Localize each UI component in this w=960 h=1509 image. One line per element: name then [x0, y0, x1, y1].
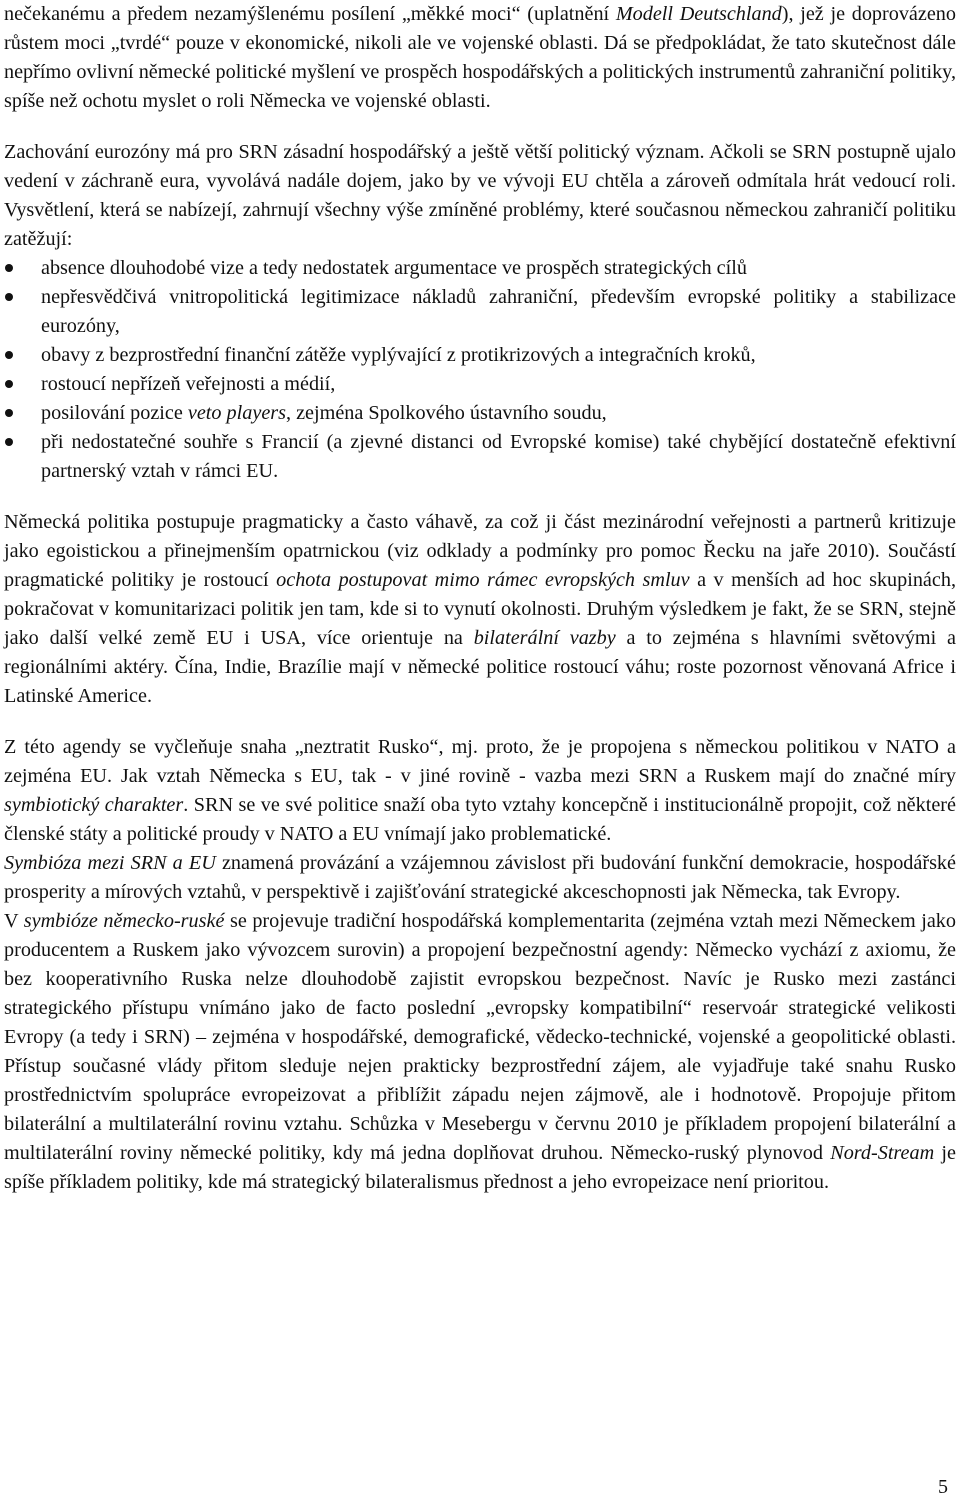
paragraph-eurozone: Zachování eurozóny má pro SRN zásadní hospodářský a ještě větší politický význam. Ačkoli se SRN postupně ujalo vedení v záchraně eura, vyvolává nadále dojem, jako by ve vývoji EU chtěla a zároveň odmítala hrát vedoucí roli. Vysvětlení, která se nabízejí, zahrnují všechny výše zmíněné problémy, které současnou německou zahraničí politiku zatěžují: [4, 141, 956, 250]
bullet-icon [5, 264, 13, 272]
list-item: obavy z bezprostřední finanční zátěže vyplývající z protikrizových a integračních kroků, [4, 341, 956, 370]
list-item: rostoucí nepřízeň veřejnosti a médií, [4, 370, 956, 399]
list-item: při nedostatečné souhře s Francií (a zjevné distanci od Evropské komise) také chybějící dostatečně efektivní partnerský vztah v rámci EU. [4, 428, 956, 486]
paragraph-soft-power: nečekanému a předem nezamýšlenému posílení „měkké moci“ (uplatnění Modell Deutschland), jež je doprovázeno růstem moci „tvrdé“ pouze v ekonomické, nikoli ale ve vojenské oblasti. Dá se předpokládat, že tato skutečnost dále nepřímo ovlivní německé politické myšlení ve prospěch hospodářských a politických instrumentů zahraniční politiky, spíše než ochotu myslet o roli Německa ve vojenské oblasti. [4, 3, 956, 112]
list-item: posilování pozice veto players, zejména Spolkového ústavního soudu, [4, 399, 956, 428]
bullet-icon [5, 409, 13, 417]
bullet-icon [5, 351, 13, 359]
paragraph-russia-agenda: Z této agendy se vyčleňuje snaha „neztratit Rusko“, mj. proto, že je propojena s německou politikou v NATO a zejména EU. Jak vztah Německa s EU, tak - v jiné rovině - vazba mezi SRN a Ruskem mají do značné míry symbiotický charakter. SRN se ve své politice snaží oba tyto vztahy koncepčně i institucionálně propojit, což některé členské státy a politické proudy v NATO a EU vnímají jako problematické. [4, 736, 956, 845]
italic-term-modell-deutschland: Modell Deutschland [615, 3, 782, 25]
list-item: absence dlouhodobé vize a tedy nedostatek argumentace ve prospěch strategických cílů [4, 254, 956, 283]
list-item: nepřesvědčivá vnitropolitická legitimizace nákladů zahraniční, především evropské politiky a stabilizace eurozóny, [4, 283, 956, 341]
paragraph-symbiosis-russia: V symbióze německo-ruské se projevuje tradiční hospodářská komplementarita (zejména vztah mezi Německem jako producentem a Ruskem jako vývozcem surovin) a propojení bezpečnostní agendy: Německo vychází z axiomu, že bez kooperativního Ruska nelze dlouhodobě zajistit evropskou bezpečnost. Navíc je Rusko mezi zastánci strategického přístupu vnímáno jako de facto poslední „evropsky kompatibilní“ reservoár strategické velikosti Evropy (a tedy i SRN) – zejména v hospodářské, demografické, vědecko-technické, vojenské a geopolitické oblasti. Přístup současné vlády přitom sleduje nejen prakticky bezprostřední zájem, ale vyjadřuje také snahu Rusko prostřednictvím spolupráce evropeizovat a přiblížit západu nejen zájmově, ale i hodnotově. Propojuje přitom bilaterální a multilaterální rovinu vztahu. Schůzka v Mesebergu v červnu 2010 je příkladem propojení bilaterální a multilaterální roviny německé politiky, kdy má jedna doplňovat druhou. Německo-ruský plynovod Nord-Stream je spíše příkladem politiky, kde má strategický bilateralismus přednost a jeho evropeizace není prioritou. [4, 910, 956, 1193]
bullet-icon [5, 293, 13, 301]
page-number: 5 [938, 1476, 948, 1498]
bullet-icon [5, 380, 13, 388]
problems-list [4, 254, 956, 486]
bullet-icon [5, 438, 13, 446]
document-page [4, 0, 956, 1197]
paragraph-symbiosis-eu: Symbióza mezi SRN a EU znamená provázání a vzájemnou závislost při budování funkční demokracie, hospodářské prosperity a mírových vztahů, v perspektivě i zajišťování strategické akceschopnosti jak Německa, tak Evropy. [4, 852, 956, 903]
paragraph-pragmatic-policy: Německá politika postupuje pragmaticky a často váhavě, za což ji část mezinárodní veřejnosti a partnerů kritizuje jako egoistickou a přinejmenším opatrnickou (viz odklady a podmínky pro pomoc Řecku na jaře 2010). Součástí pragmatické politiky je rostoucí ochota postupovat mimo rámec evropských smluv a v menších ad hoc skupinách, pokračovat v komunitarizaci politik jen tam, kde si to vynutí okolnosti. Druhým výsledkem je fakt, že se SRN, stejně jako další velké země EU i USA, více orientuje na bilaterální vazby a to zejména s hlavními světovými a regionálními aktéry. Čína, Indie, Brazílie mají v německé politice rostoucí váhu; roste pozornost věnovaná Africe i Latinské Americe. [4, 511, 956, 707]
